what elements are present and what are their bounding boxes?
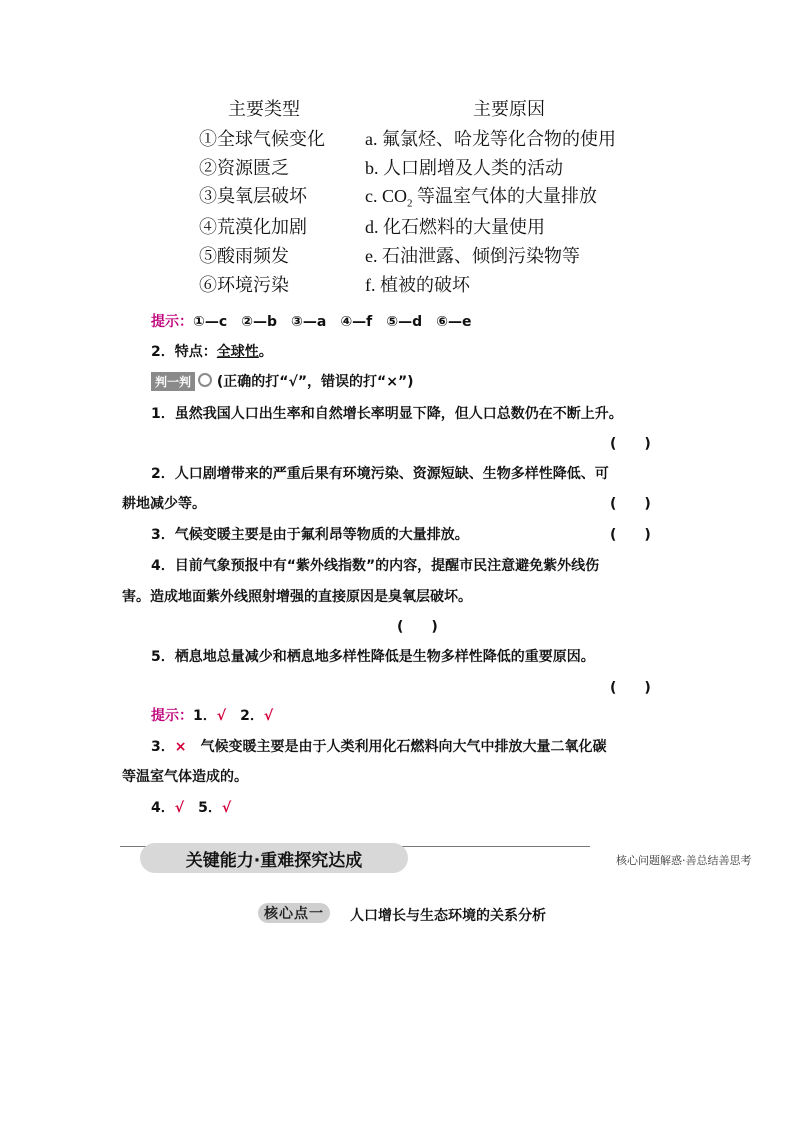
question-4-line1: 4．目前气象预报中有“紫外线指数”的内容，提醒市民注意避免紫外线伤 bbox=[151, 558, 600, 574]
table-row-type-3: ③臭氧层破坏 bbox=[199, 186, 307, 206]
question-5: 5．栖息地总量减少和栖息地多样性降低是生物多样性降低的重要原因。 bbox=[151, 649, 595, 665]
question-2-line1: 2．人口剧增带来的严重后果有环境污染、资源短缺、生物多样性降低、可 bbox=[151, 466, 609, 482]
hint-answer-matching: 提示：①—c ②—b ③—a ④—f ⑤—d ⑥—e bbox=[151, 314, 472, 330]
table-header-cause: 主要原因 bbox=[473, 99, 545, 119]
table-row-type-1: ①全球气候变化 bbox=[199, 129, 325, 149]
question-1: 1．虽然我国人口出生率和自然增长率明显下降，但人口总数仍在不断上升。 bbox=[151, 406, 623, 422]
question-3: 3．气候变暖主要是由于氟利昂等物质的大量排放。 bbox=[151, 527, 469, 543]
judge-badge: 判一判 bbox=[151, 372, 195, 391]
point-feature: 2．特点：全球性。 bbox=[151, 344, 273, 360]
question-2-line2: 耕地减少等。 bbox=[122, 496, 206, 512]
circle-icon bbox=[198, 373, 212, 387]
table-row-type-2: ②资源匮乏 bbox=[199, 158, 289, 178]
hint-answer-3: 3．× 气候变暖主要是由于人类利用化石燃料向大气中排放大量二氧化碳 bbox=[151, 739, 607, 755]
table-row-cause-6: f. 植被的破坏 bbox=[365, 275, 470, 295]
core-title: 人口增长与生态环境的关系分析 bbox=[350, 908, 546, 924]
table-row-cause-3: c. $CO_2$ 等温室气体的大量排放 bbox=[365, 186, 597, 210]
section-note: 核心问题解惑·善总结善思考 bbox=[616, 854, 752, 867]
judge-header: 判一判 (正确的打“√”，错误的打“×”) bbox=[151, 371, 414, 391]
table-row-cause-2: b. 人口剧增及人类的活动 bbox=[365, 158, 563, 178]
answer-paren-3: ( ) bbox=[610, 527, 651, 543]
table-row-type-5: ⑤酸雨频发 bbox=[199, 246, 289, 266]
hint-answers-1-2: 提示：1．√ 2．√ bbox=[151, 708, 274, 724]
answer-paren-4: ( ) bbox=[397, 619, 438, 635]
question-4-line2: 害。造成地面紫外线照射增强的直接原因是臭氧层破坏。 bbox=[122, 589, 472, 605]
table-row-type-4: ④荒漠化加剧 bbox=[199, 217, 307, 237]
table-row-cause-4: d. 化石燃料的大量使用 bbox=[365, 217, 545, 237]
answer-paren-5: ( ) bbox=[610, 680, 651, 696]
table-row-cause-5: e. 石油泄露、倾倒污染物等 bbox=[365, 246, 580, 266]
section-banner bbox=[140, 843, 408, 873]
table-row-cause-1: a. 氟氯烃、哈龙等化合物的使用 bbox=[365, 129, 616, 149]
core-badge: 核心点一 bbox=[258, 903, 330, 923]
table-row-type-6: ⑥环境污染 bbox=[199, 275, 289, 295]
table-header-type: 主要类型 bbox=[228, 99, 300, 119]
section-title: 关键能力·重难探究达成 bbox=[185, 850, 363, 871]
hint-answers-4-5: 4．√ 5．√ bbox=[151, 800, 232, 816]
hint-answer-3-line2: 等温室气体造成的。 bbox=[122, 769, 248, 785]
answer-paren-2: ( ) bbox=[610, 496, 651, 512]
answer-paren-1: ( ) bbox=[610, 436, 651, 452]
